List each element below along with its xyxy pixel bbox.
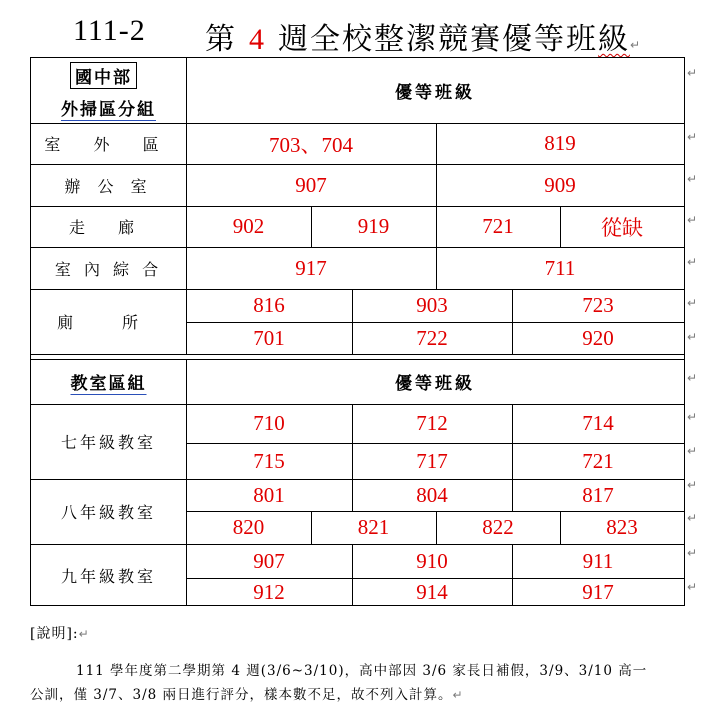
page-title [0, 14, 712, 54]
title-prefix: 第 [205, 23, 237, 56]
paragraph-mark-icon: ↵ [687, 580, 698, 594]
paragraph-mark-icon: ↵ [687, 296, 698, 310]
note-heading-text: [說明]: [30, 626, 79, 642]
paragraph-mark-icon: ↵ [687, 511, 698, 525]
area-outdoor-value: 819 [544, 131, 576, 155]
grade7-value: 714 [582, 411, 614, 435]
grade8-value: 804 [416, 482, 448, 507]
grade7-value: 710 [253, 411, 285, 435]
grade8-value: 823 [606, 515, 638, 539]
paragraph-mark-icon: ↵ [687, 213, 698, 227]
outdoor-group-label: 外掃區分組 [61, 99, 156, 120]
area-corridor-value: 從缺 [601, 215, 643, 240]
paragraph-mark-icon: ↵ [687, 444, 698, 458]
grade7-value: 717 [416, 448, 448, 473]
paragraph-mark-icon: ↵ [687, 546, 698, 560]
section1-label [31, 58, 186, 123]
junior-high-label: 國中部 [70, 62, 137, 89]
paragraph-mark-icon: ↵ [687, 255, 698, 269]
area-toilet-value: 723 [582, 293, 614, 317]
grade8-value: 801 [253, 482, 285, 507]
grade9-value: 910 [416, 548, 448, 573]
paragraph-mark-icon: ↵ [630, 38, 643, 52]
area-indoor-value: 917 [295, 255, 327, 280]
semester-code: 111-2 [73, 14, 146, 47]
note-heading [30, 623, 90, 643]
title-last-char: 級 [598, 23, 630, 56]
section1-header: 優等班級 [395, 83, 475, 103]
paragraph-mark-icon: ↵ [687, 172, 698, 186]
area-indoor-value: 711 [544, 255, 576, 280]
note-line-1: 111 學年度第二學期第 4 週(3/6~3/10)，高中部因 3/6 家長日補假，3/9、3/10 高一 [76, 663, 648, 679]
paragraph-mark-icon: ↵ [687, 410, 698, 424]
grade9-value: 917 [582, 579, 614, 604]
area-office-value: 909 [544, 172, 576, 197]
area-corridor-value: 902 [232, 214, 265, 238]
area-corridor-value: 721 [482, 214, 514, 238]
paragraph-mark-icon: ↵ [687, 371, 698, 385]
grade9-value: 914 [416, 579, 448, 604]
note-line-2 [30, 683, 464, 703]
area-corridor-label: 走 廊 [68, 218, 149, 237]
area-outdoor-value: 703、704 [269, 132, 353, 157]
area-toilet-value: 701 [253, 325, 285, 350]
title-text [205, 14, 642, 58]
area-office-value: 907 [295, 172, 327, 197]
section2-header: 優等班級 [395, 374, 475, 394]
grade9-value: 911 [582, 548, 614, 573]
grade8-value: 820 [232, 515, 265, 539]
grade9-value: 912 [253, 579, 285, 604]
paragraph-mark-icon: ↵ [687, 66, 698, 80]
paragraph-mark-icon: ↵ [78, 627, 90, 641]
grade7-value: 715 [253, 448, 285, 473]
note-line-2-text: 公訓，僅 3/7、3/8 兩日進行評分，樣本數不足，故不列入計算。 [30, 687, 453, 703]
grade9-label: 九年級教室 [60, 566, 156, 586]
awards-table [30, 57, 685, 606]
area-office-label: 辦 公 室 [64, 176, 153, 196]
paragraph-mark-icon: ↵ [687, 478, 698, 492]
area-toilet-value: 903 [416, 293, 448, 317]
grade8-label: 八年級教室 [60, 503, 156, 522]
area-toilet-value: 722 [416, 325, 448, 350]
paragraph-mark-icon: ↵ [452, 688, 464, 702]
classroom-group-label: 教室區組 [70, 374, 147, 394]
area-toilet-label: 廁 所 [56, 313, 161, 332]
area-toilet-value: 816 [253, 293, 285, 317]
grade7-value: 712 [416, 411, 448, 435]
area-outdoor-label: 室 外 區 [44, 135, 173, 154]
title-suffix: 週全校整潔競賽優等班 [278, 23, 598, 56]
grade8-value: 822 [482, 515, 514, 539]
area-indoor-label: 室 內 綜 合 [54, 259, 163, 279]
paragraph-mark-icon: ↵ [687, 330, 698, 344]
area-corridor-value: 919 [357, 214, 390, 238]
grade7-value: 721 [582, 448, 614, 473]
week-number: 4 [249, 23, 266, 56]
grade7-label: 七年級教室 [60, 433, 156, 452]
grade8-value: 821 [357, 515, 390, 539]
grade8-value: 817 [582, 482, 614, 507]
area-toilet-value: 920 [582, 325, 614, 350]
paragraph-mark-icon: ↵ [687, 130, 698, 144]
grade9-value: 907 [253, 548, 285, 573]
